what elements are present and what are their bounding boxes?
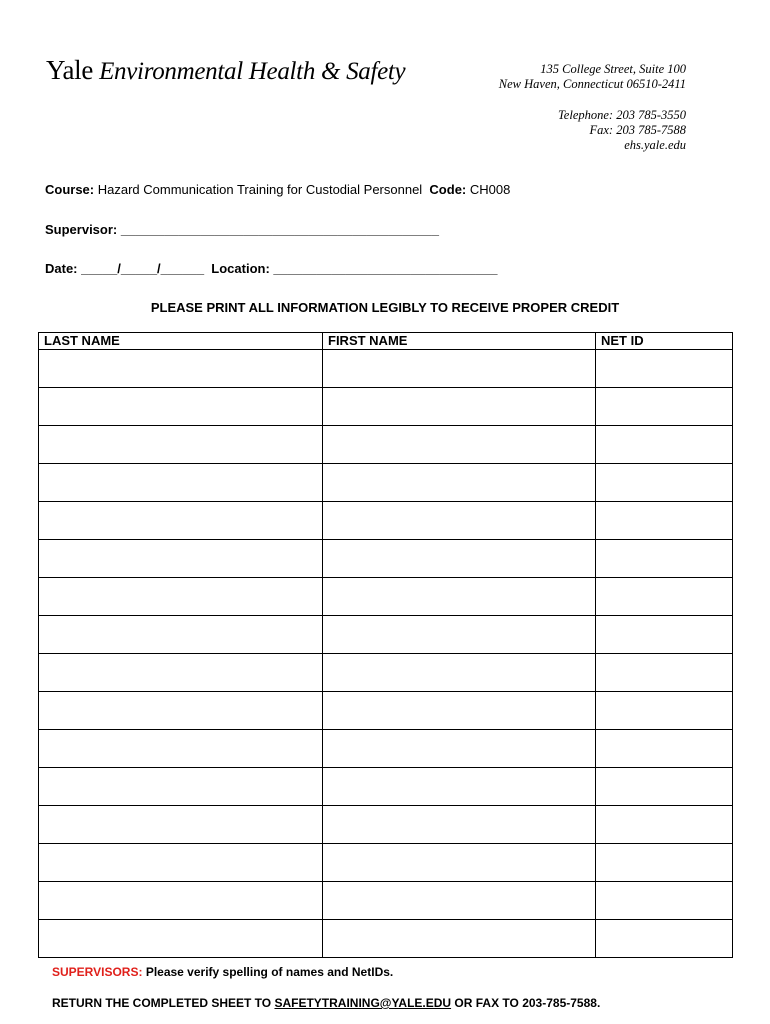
first-name-cell[interactable] [323,426,596,464]
first-name-cell[interactable] [323,350,596,388]
table-row [39,464,733,502]
net-id-cell[interactable] [596,578,733,616]
address-line1: 135 College Street, Suite 100 [540,62,686,76]
telephone: Telephone: 203 785-3550 [558,108,686,122]
table-header-row [39,333,733,350]
last-name-cell[interactable] [39,692,323,730]
course-value: Hazard Communication Training for Custodial Personnel [97,182,423,197]
logo [46,55,405,86]
table-row [39,616,733,654]
net-id-cell[interactable] [596,350,733,388]
logo-name: Yale [46,55,94,85]
table-row [39,882,733,920]
table-row [39,730,733,768]
net-id-cell[interactable] [596,882,733,920]
course-line [45,182,510,197]
contact-block [499,62,686,153]
first-name-cell[interactable] [323,920,596,958]
attendance-table [38,332,733,958]
column-first-name: FIRST NAME [323,333,596,350]
last-name-cell[interactable] [39,388,323,426]
last-name-cell[interactable] [39,578,323,616]
supervisors-label: SUPERVISORS: [52,965,143,979]
date-label: Date: [45,261,78,276]
supervisor-line [45,222,439,237]
last-name-cell[interactable] [39,540,323,578]
table-body [39,350,733,958]
first-name-cell[interactable] [323,806,596,844]
supervisor-note [52,965,393,979]
last-name-cell[interactable] [39,882,323,920]
course-label: Course: [45,182,95,197]
first-name-cell[interactable] [323,768,596,806]
print-notice: PLEASE PRINT ALL INFORMATION LEGIBLY TO RECEIVE PROPER CREDIT [150,300,620,315]
supervisor-label: Supervisor: [45,222,118,237]
last-name-cell[interactable] [39,768,323,806]
net-id-cell[interactable] [596,464,733,502]
last-name-cell[interactable] [39,426,323,464]
last-name-cell[interactable] [39,844,323,882]
net-id-cell[interactable] [596,730,733,768]
table-row [39,578,733,616]
first-name-cell[interactable] [323,654,596,692]
last-name-cell[interactable] [39,350,323,388]
last-name-cell[interactable] [39,502,323,540]
net-id-cell[interactable] [596,768,733,806]
supervisor-field[interactable]: ____________________________________________ [120,222,439,237]
column-last-name: LAST NAME [39,333,323,350]
net-id-cell[interactable] [596,502,733,540]
logo-department: Environmental Health & Safety [99,58,406,85]
date-location-line [45,261,498,276]
code-value: CH008 [469,182,511,197]
net-id-cell[interactable] [596,844,733,882]
first-name-cell[interactable] [323,464,596,502]
first-name-cell[interactable] [323,502,596,540]
table-row [39,388,733,426]
first-name-cell[interactable] [323,844,596,882]
address-line2: New Haven, Connecticut 06510-2411 [498,77,686,91]
location-label: Location: [211,261,270,276]
net-id-cell[interactable] [596,692,733,730]
last-name-cell[interactable] [39,806,323,844]
table-row [39,920,733,958]
first-name-cell[interactable] [323,616,596,654]
table-row [39,692,733,730]
first-name-cell[interactable] [323,540,596,578]
net-id-cell[interactable] [596,616,733,654]
column-net-id: NET ID [596,333,733,350]
date-field[interactable]: _____/_____/______ [81,261,205,276]
table-row [39,806,733,844]
last-name-cell[interactable] [39,730,323,768]
net-id-cell[interactable] [596,540,733,578]
fax: Fax: 203 785-7588 [589,123,686,137]
first-name-cell[interactable] [323,388,596,426]
table-row [39,350,733,388]
first-name-cell[interactable] [323,882,596,920]
last-name-cell[interactable] [39,464,323,502]
return-suffix: OR FAX TO 203-785-7588. [454,996,601,1010]
net-id-cell[interactable] [596,426,733,464]
return-prefix: RETURN THE COMPLETED SHEET TO [52,996,272,1010]
net-id-cell[interactable] [596,806,733,844]
last-name-cell[interactable] [39,616,323,654]
last-name-cell[interactable] [39,920,323,958]
net-id-cell[interactable] [596,920,733,958]
location-field[interactable]: _______________________________ [273,261,498,276]
first-name-cell[interactable] [323,730,596,768]
net-id-cell[interactable] [596,654,733,692]
net-id-cell[interactable] [596,388,733,426]
first-name-cell[interactable] [323,578,596,616]
table-row [39,540,733,578]
code-label: Code: [429,182,467,197]
table-row [39,768,733,806]
table-row [39,654,733,692]
return-instructions [52,996,600,1010]
website: ehs.yale.edu [624,138,686,152]
table-row [39,844,733,882]
verify-text: Please verify spelling of names and NetIDs. [145,965,394,979]
last-name-cell[interactable] [39,654,323,692]
table-row [39,502,733,540]
first-name-cell[interactable] [323,692,596,730]
table-row [39,426,733,464]
email-link[interactable]: SAFETYTRAINING@YALE.EDU [274,996,452,1010]
